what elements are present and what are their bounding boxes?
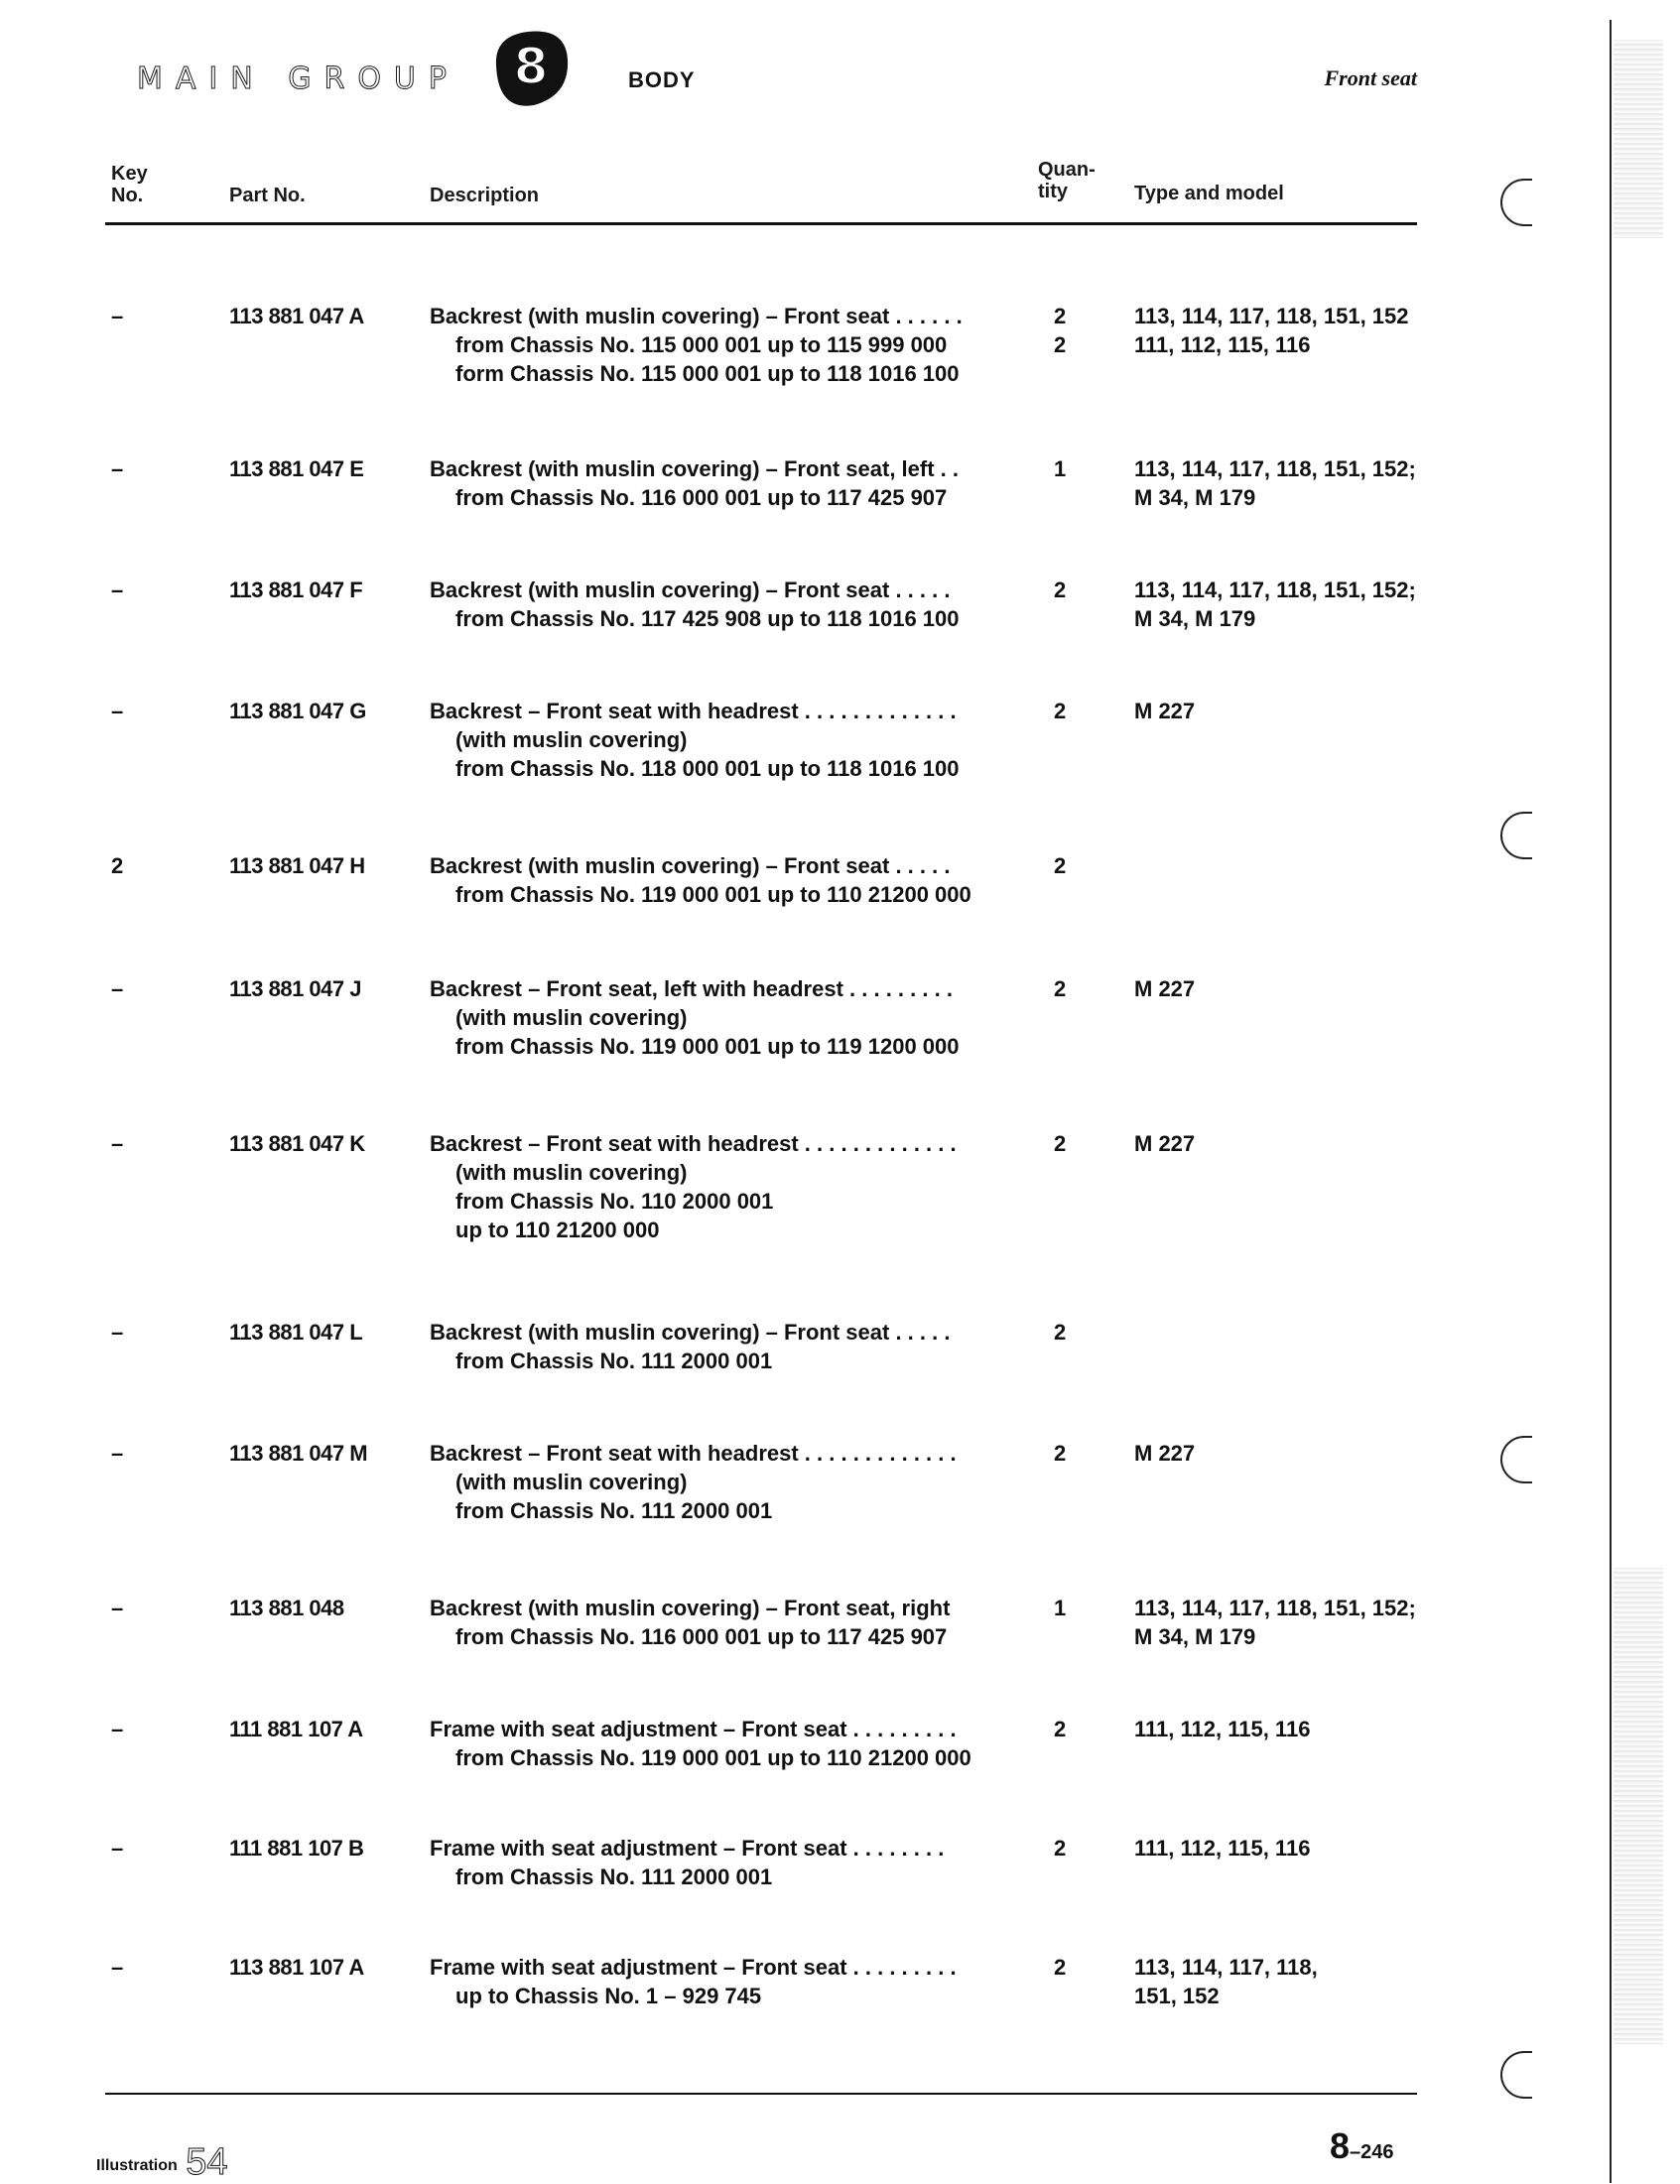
binder-hole-icon — [1500, 1436, 1532, 1483]
part-number: 113 881 048 — [229, 1596, 344, 1620]
key-number: – — [111, 1955, 124, 1980]
column-header-qty-line1: Quan- — [1038, 159, 1096, 181]
quantity-cell — [1054, 1715, 1094, 1743]
column-header-type: Type and model — [1134, 183, 1284, 204]
description-cell — [430, 1318, 1030, 1375]
quantity-value: 2 — [1054, 1836, 1067, 1861]
type-model-value: M 34, M 179 — [1134, 485, 1256, 510]
type-model-cell — [1134, 974, 1432, 1003]
page-subject: Front seat — [1324, 65, 1417, 90]
key-number: 2 — [111, 853, 124, 878]
description-subline: from Chassis No. 110 2000 001 — [455, 1189, 774, 1214]
quantity-cell — [1054, 1439, 1094, 1468]
quantity-value: 2 — [1054, 578, 1067, 602]
quantity-cell — [1054, 851, 1094, 880]
description-subline: from Chassis No. 116 000 001 up to 117 425 907 — [455, 1624, 948, 1649]
part-number: 111 881 107 A — [229, 1717, 363, 1741]
page-number-main: 8 — [1330, 2125, 1351, 2166]
type-model-cell — [1134, 697, 1432, 725]
column-header-quantity — [1038, 159, 1096, 202]
binder-hole-icon — [1500, 179, 1532, 226]
key-number: – — [111, 1320, 124, 1345]
description-cell — [430, 1953, 1030, 2010]
type-model-value: 111, 112, 115, 116 — [1134, 1717, 1311, 1741]
description-cell — [430, 454, 1030, 512]
description-subline: from Chassis No. 115 000 001 up to 115 999 000 — [455, 332, 948, 357]
page-number — [1330, 2125, 1394, 2167]
description-text: Backrest – Front seat with headrest . . . . . . . . . . . . . — [430, 699, 957, 723]
type-model-value: 113, 114, 117, 118, — [1134, 1955, 1318, 1980]
type-model-value: 113, 114, 117, 118, 151, 152 — [1134, 304, 1409, 328]
description-subline: from Chassis No. 117 425 908 up to 118 1016 100 — [455, 606, 960, 631]
part-number: 113 881 047 A — [229, 304, 364, 328]
part-number: 113 881 047 L — [229, 1320, 363, 1345]
type-model-cell — [1134, 1439, 1432, 1468]
quantity-cell — [1054, 974, 1094, 1003]
description-cell — [430, 1439, 1030, 1525]
description-text: Backrest (with muslin covering) – Front seat . . . . . — [430, 578, 951, 602]
type-model-cell — [1134, 1715, 1432, 1743]
column-header-part: Part No. — [229, 185, 306, 206]
type-model-value: M 227 — [1134, 699, 1196, 723]
binder-hole-icon — [1500, 812, 1532, 859]
description-text: Backrest (with muslin covering) – Front seat . . . . . — [430, 853, 951, 878]
scan-artefact — [1614, 40, 1663, 238]
type-model-value: 113, 114, 117, 118, 151, 152; — [1134, 456, 1416, 481]
part-number: 111 881 107 B — [229, 1836, 364, 1861]
description-text: Backrest (with muslin covering) – Front seat . . . . . — [430, 1320, 951, 1345]
description-subline: (with muslin covering) — [455, 1470, 688, 1494]
quantity-cell — [1054, 576, 1094, 604]
quantity-value: 2 — [1054, 1131, 1067, 1156]
description-text: Backrest (with muslin covering) – Front seat, right — [430, 1596, 951, 1620]
section-title: BODY — [628, 67, 696, 92]
type-model-value: M 227 — [1134, 976, 1196, 1001]
quantity-value: 2 — [1054, 976, 1067, 1001]
part-number: 113 881 107 A — [229, 1955, 364, 1980]
quantity-cell — [1054, 302, 1094, 359]
type-model-value: 113, 114, 117, 118, 151, 152; — [1134, 578, 1416, 602]
key-number: – — [111, 1717, 124, 1741]
description-text: Backrest – Front seat with headrest . . . . . . . . . . . . . — [430, 1441, 957, 1466]
type-model-value: 111, 112, 115, 116 — [1134, 1836, 1311, 1861]
column-header-key — [111, 163, 148, 206]
illustration-reference — [96, 2141, 228, 2184]
scan-artefact — [1614, 1568, 1663, 2044]
description-subline: up to 110 21200 000 — [455, 1218, 660, 1242]
group-number-badge-icon — [488, 26, 574, 111]
type-model-cell — [1134, 576, 1432, 633]
type-model-cell — [1134, 1953, 1432, 2010]
key-number: – — [111, 578, 124, 602]
quantity-cell — [1054, 1129, 1094, 1158]
illustration-label: Illustration — [96, 2157, 178, 2174]
description-subline: from Chassis No. 111 2000 001 — [455, 1864, 773, 1889]
quantity-value: 1 — [1054, 1596, 1067, 1620]
column-header-qty-line2: tity — [1038, 181, 1068, 202]
key-number: – — [111, 1131, 124, 1156]
quantity-value: 1 — [1054, 456, 1067, 481]
binding-edge — [1610, 20, 1612, 2183]
type-model-value: M 227 — [1134, 1441, 1196, 1466]
part-number: 113 881 047 E — [229, 456, 364, 481]
type-model-cell — [1134, 454, 1432, 512]
description-subline: from Chassis No. 119 000 001 up to 110 21200 000 — [455, 1745, 971, 1770]
column-header-key-line2: No. — [111, 185, 144, 206]
main-group-label: MAIN GROUP — [137, 62, 459, 96]
description-text: Frame with seat adjustment – Front seat . . . . . . . . . — [430, 1955, 957, 1980]
description-text: Frame with seat adjustment – Front seat . . . . . . . . . — [430, 1717, 957, 1741]
quantity-cell — [1054, 697, 1094, 725]
quantity-cell — [1054, 454, 1094, 483]
type-model-value: M 34, M 179 — [1134, 1624, 1256, 1649]
part-number: 113 881 047 K — [229, 1131, 365, 1156]
quantity-cell — [1054, 1953, 1094, 1982]
key-number: – — [111, 1836, 124, 1861]
page-number-sub: –246 — [1350, 2141, 1394, 2163]
description-subline: form Chassis No. 115 000 001 up to 118 1016 100 — [455, 361, 960, 386]
description-subline: from Chassis No. 118 000 001 up to 118 1016 100 — [455, 756, 960, 781]
quantity-cell — [1054, 1318, 1094, 1347]
key-number: – — [111, 304, 124, 328]
key-number: – — [111, 976, 124, 1001]
key-number: – — [111, 1441, 124, 1466]
part-number: 113 881 047 M — [229, 1441, 368, 1466]
quantity-value: 2 — [1054, 699, 1067, 723]
description-cell — [430, 1715, 1030, 1772]
key-number: – — [111, 1596, 124, 1620]
part-number: 113 881 047 H — [229, 853, 365, 878]
type-model-value: 111, 112, 115, 116 — [1134, 332, 1311, 357]
quantity-value: 2 — [1054, 1955, 1067, 1980]
description-text: Frame with seat adjustment – Front seat . . . . . . . . — [430, 1836, 945, 1861]
part-number: 113 881 047 G — [229, 699, 366, 723]
illustration-number: 54 — [186, 2141, 228, 2183]
description-text: Backrest – Front seat with headrest . . . . . . . . . . . . . — [430, 1131, 957, 1156]
type-model-value: 151, 152 — [1134, 1984, 1220, 2008]
description-cell — [430, 1594, 1030, 1651]
quantity-value: 2 — [1054, 1717, 1067, 1741]
part-number: 113 881 047 F — [229, 578, 363, 602]
description-text: Backrest (with muslin covering) – Front seat . . . . . . — [430, 304, 963, 328]
description-cell — [430, 974, 1030, 1061]
quantity-value: 2 — [1054, 1320, 1067, 1345]
description-subline: (with muslin covering) — [455, 1160, 688, 1185]
binder-hole-icon — [1500, 2051, 1532, 2099]
quantity-value: 2 — [1054, 332, 1067, 357]
quantity-cell — [1054, 1834, 1094, 1863]
type-model-cell — [1134, 1129, 1432, 1158]
description-cell — [430, 1834, 1030, 1891]
description-cell — [430, 1129, 1030, 1244]
group-number: 8 — [513, 38, 549, 95]
quantity-value: 2 — [1054, 853, 1067, 878]
description-cell — [430, 576, 1030, 633]
description-text: Backrest – Front seat, left with headrest . . . . . . . . . — [430, 976, 953, 1001]
header-divider — [105, 222, 1417, 225]
description-text: Backrest (with muslin covering) – Front seat, left . . — [430, 456, 960, 481]
type-model-cell — [1134, 1834, 1432, 1863]
type-model-cell — [1134, 302, 1432, 359]
description-subline: (with muslin covering) — [455, 1005, 688, 1030]
description-subline: from Chassis No. 119 000 001 up to 110 21200 000 — [455, 882, 971, 907]
key-number: – — [111, 456, 124, 481]
description-subline: from Chassis No. 111 2000 001 — [455, 1498, 773, 1523]
description-subline: from Chassis No. 119 000 001 up to 119 1200 000 — [455, 1034, 960, 1059]
key-number: – — [111, 699, 124, 723]
type-model-value: M 34, M 179 — [1134, 606, 1256, 631]
description-subline: from Chassis No. 116 000 001 up to 117 425 907 — [455, 485, 948, 510]
quantity-cell — [1054, 1594, 1094, 1622]
type-model-value: M 227 — [1134, 1131, 1196, 1156]
type-model-cell — [1134, 1594, 1432, 1651]
description-subline: from Chassis No. 111 2000 001 — [455, 1349, 773, 1373]
description-cell — [430, 697, 1030, 783]
quantity-value: 2 — [1054, 1441, 1067, 1466]
description-subline: (with muslin covering) — [455, 727, 688, 752]
description-subline: up to Chassis No. 1 – 929 745 — [455, 1984, 762, 2008]
footer-divider — [105, 2093, 1417, 2095]
part-number: 113 881 047 J — [229, 976, 361, 1001]
description-cell — [430, 302, 1030, 388]
type-model-value: 113, 114, 117, 118, 151, 152; — [1134, 1596, 1416, 1620]
column-header-description: Description — [430, 185, 540, 206]
column-header-key-line1: Key — [111, 163, 148, 185]
description-cell — [430, 851, 1030, 909]
quantity-value: 2 — [1054, 304, 1067, 328]
